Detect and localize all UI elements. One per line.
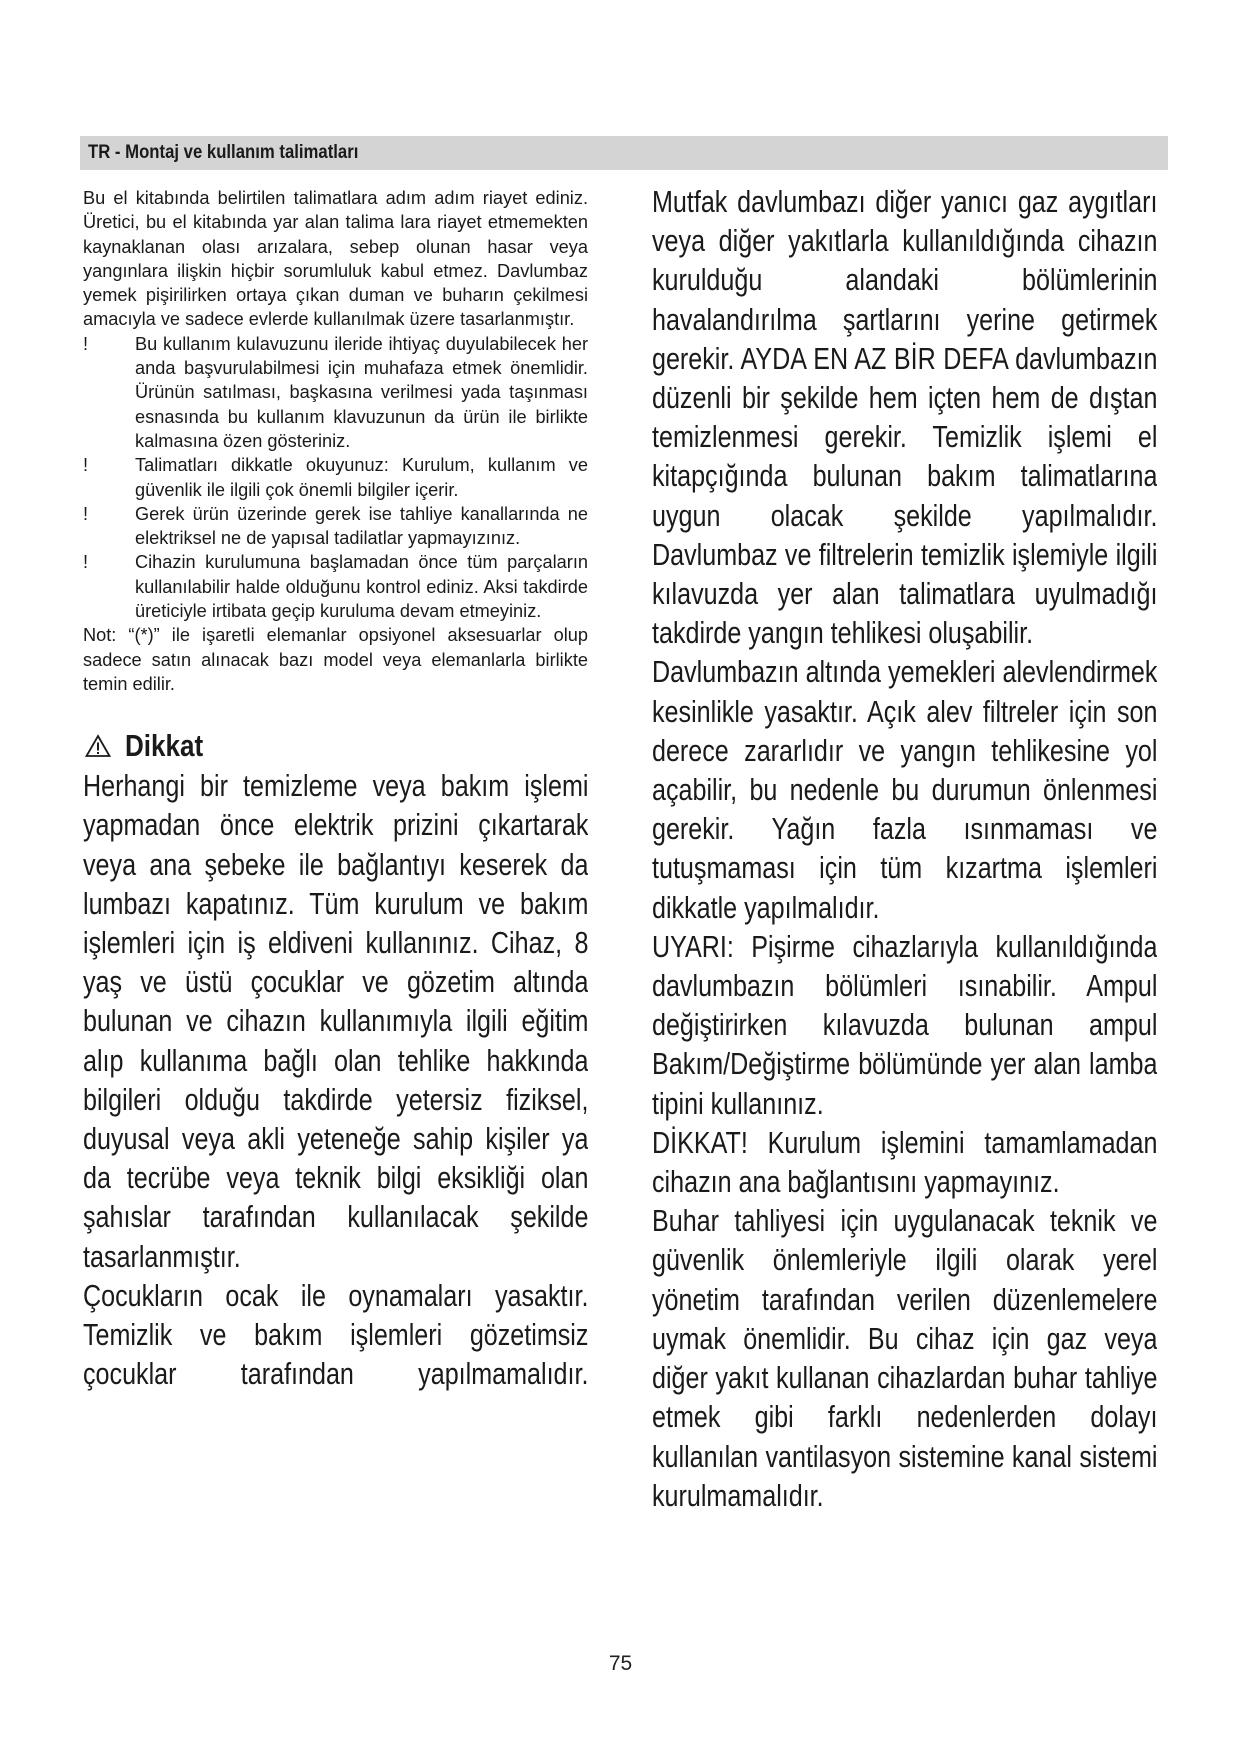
body-paragraph: Davlumbazın altında yemekleri alevlendirmek kesinlikle yasaktır. Açık alev filtreler için son derece zararlıdır ve yangın tehlikesine yol açabilir, bu nedenle bu durumun önlenmesi gerekir. Yağın fazla ısınmaması ve tutuşmaması için tüm kızartma işlemleri dikkatle yapılmalıdır. [652,654,1157,925]
exclamation-mark: ! [83,455,89,476]
right-body [652,182,1157,1515]
body-paragraph: Buhar tahliyesi için uygulanacak teknik ve güvenlik önlemleriyle ilgili olarak yerel yönetim tarafından verilen düzenlemelere uymak önemlidir. Bu cihaz için gaz veya diğer yakıt kullanan cihazlardan buhar tahliye etmek gibi farklı nedenlerden dolayı kullanılan vantilasyon sistemine kanal sistemi kurulmamalıdır. [652,1203,1157,1513]
attention-title: Dikkat [125,728,204,764]
attention-paragraph: Herhangi bir temizleme veya bakım işlemi yapmadan önce elektrik prizini çıkartarak veya ana şebeke ile bağlantıyı keserek da lumbazı kapatınız. Tüm kurulum ve bakım işlemleri için iş eldiveni kullanınız. Cihaz, 8 yaş ve üstü çocuklar ve gözetim altında bulunan ve cihazın kullanımıyla ilgili eğitim alıp kullanıma bağlı olan tehlike hakkında bilgileri olduğu takdirde yetersiz fiziksel, duyusal veya akli yeteneğe sahip kişiler ya da tecrübe veya teknik bilgi eksikliği olan şahıslar tarafından kullanılacak şekilde tasarlanmıştır. [83,768,588,1274]
warning-item [83,332,588,453]
warning-text: Gerek ürün üzerinde gerek ise tahliye kanallarında ne elektriksel ne de yapısal tadilatlar yapmayızınız. [135,503,588,549]
warning-text: Bu kullanım kulavuzunu ileride ihtiyaç duyulabilecek her anda başvurulabilmesi için muhafaza etmek önemlidir. Ürünün satılması, başkasına verilmesi yada taşınması esnasında bu kullanım klavuzunun da ürün ile birlikte kalmasına özen gösteriniz. [135,333,588,451]
attention-paragraph: Çocukların ocak ile oynamaları yasaktır. Temizlik ve bakım işlemleri gözetimsiz çocuklar tarafından yapılmamalıdır. [83,1277,588,1392]
note-paragraph: Not: “(*)” ile işaretli elemanlar opsiyonel aksesuarlar olup sadece satın alınacak bazı model veya elemanlarla birlikte temin edilir. [83,625,588,694]
warning-item [83,453,588,502]
attention-body [83,766,588,1393]
exclamation-mark: ! [83,552,89,573]
intro-paragraph: Bu el kitabında belirtilen talimatlara adım adım riayet ediniz. Üretici, bu el kitabında yar alan talima lara riayet etmemekten kaynaklanan olası arızalara, sebep olunan hasar veya yangınlara ilişkin hiçbir sorumluluk kabul etmez. Davlumbaz yemek pişirilirken ortaya çıkan duman ve buharın çekilmesi amacıyla ve sadece evlerde kullanılmak üzere tasarlanmıştır. [83,188,588,330]
warning-text: Talimatları dikkatle okuyunuz: Kurulum, kullanım ve güvenlik ile ilgili çok önemli bilgiler içerir. [135,455,588,500]
attention-heading [83,726,588,766]
warning-text: Cihazin kurulumuna başlamadan önce tüm parçaların kullanılabilir halde olduğunu kontrol ediniz. Aksi takdirde üreticiyle irtibata geçip kuruluma devam etmeyiniz. [135,552,588,622]
section-title: TR - Montaj ve kullanım talimatları [88,142,359,163]
exclamation-mark: ! [83,503,89,524]
section-header-bar [80,136,1168,170]
right-column [652,182,1158,1515]
body-paragraph: UYARI: Pişirme cihazlarıyla kullanıldığında davlumbazın bölümleri ısınabilir. Ampul değiştirirken kılavuzda bulunan ampul Bakım/Değiştirme bölümünde yer alan lamba tipini kullanınız. [652,928,1157,1121]
warning-item [83,550,588,623]
left-column [83,186,588,1393]
warning-item [83,502,588,551]
body-paragraph: Mutfak davlumbazı diğer yanıcı gaz aygıtları veya diğer yakıtlarla kullanıldığında cihazın kurulduğu alandaki bölümlerinin havalandırılma şartlarını yerine getirmek gerekir. AYDA EN AZ BİR DEFA davlumbazın düzenli bir şekilde hem içten hem de dıştan temizlenmesi gerekir. Temizlik işlemi el kitapçığında bulunan bakım talimatlarına uygun olacak şekilde yapılmalıdır. Davlumbaz ve filtrelerin temizlik işlemiyle ilgili kılavuzda yer alan talimatlara uyulmadığı takdirde yangın tehlikesi oluşabilir. [652,184,1157,651]
exclamation-mark: ! [83,333,89,354]
page-number: 75 [608,1652,633,1675]
warning-list [83,332,588,624]
body-paragraph: DİKKAT! Kurulum işlemini tamamlamadan cihazın ana bağlantısını yapmayınız. [652,1124,1157,1200]
warning-triangle-icon [85,734,111,758]
